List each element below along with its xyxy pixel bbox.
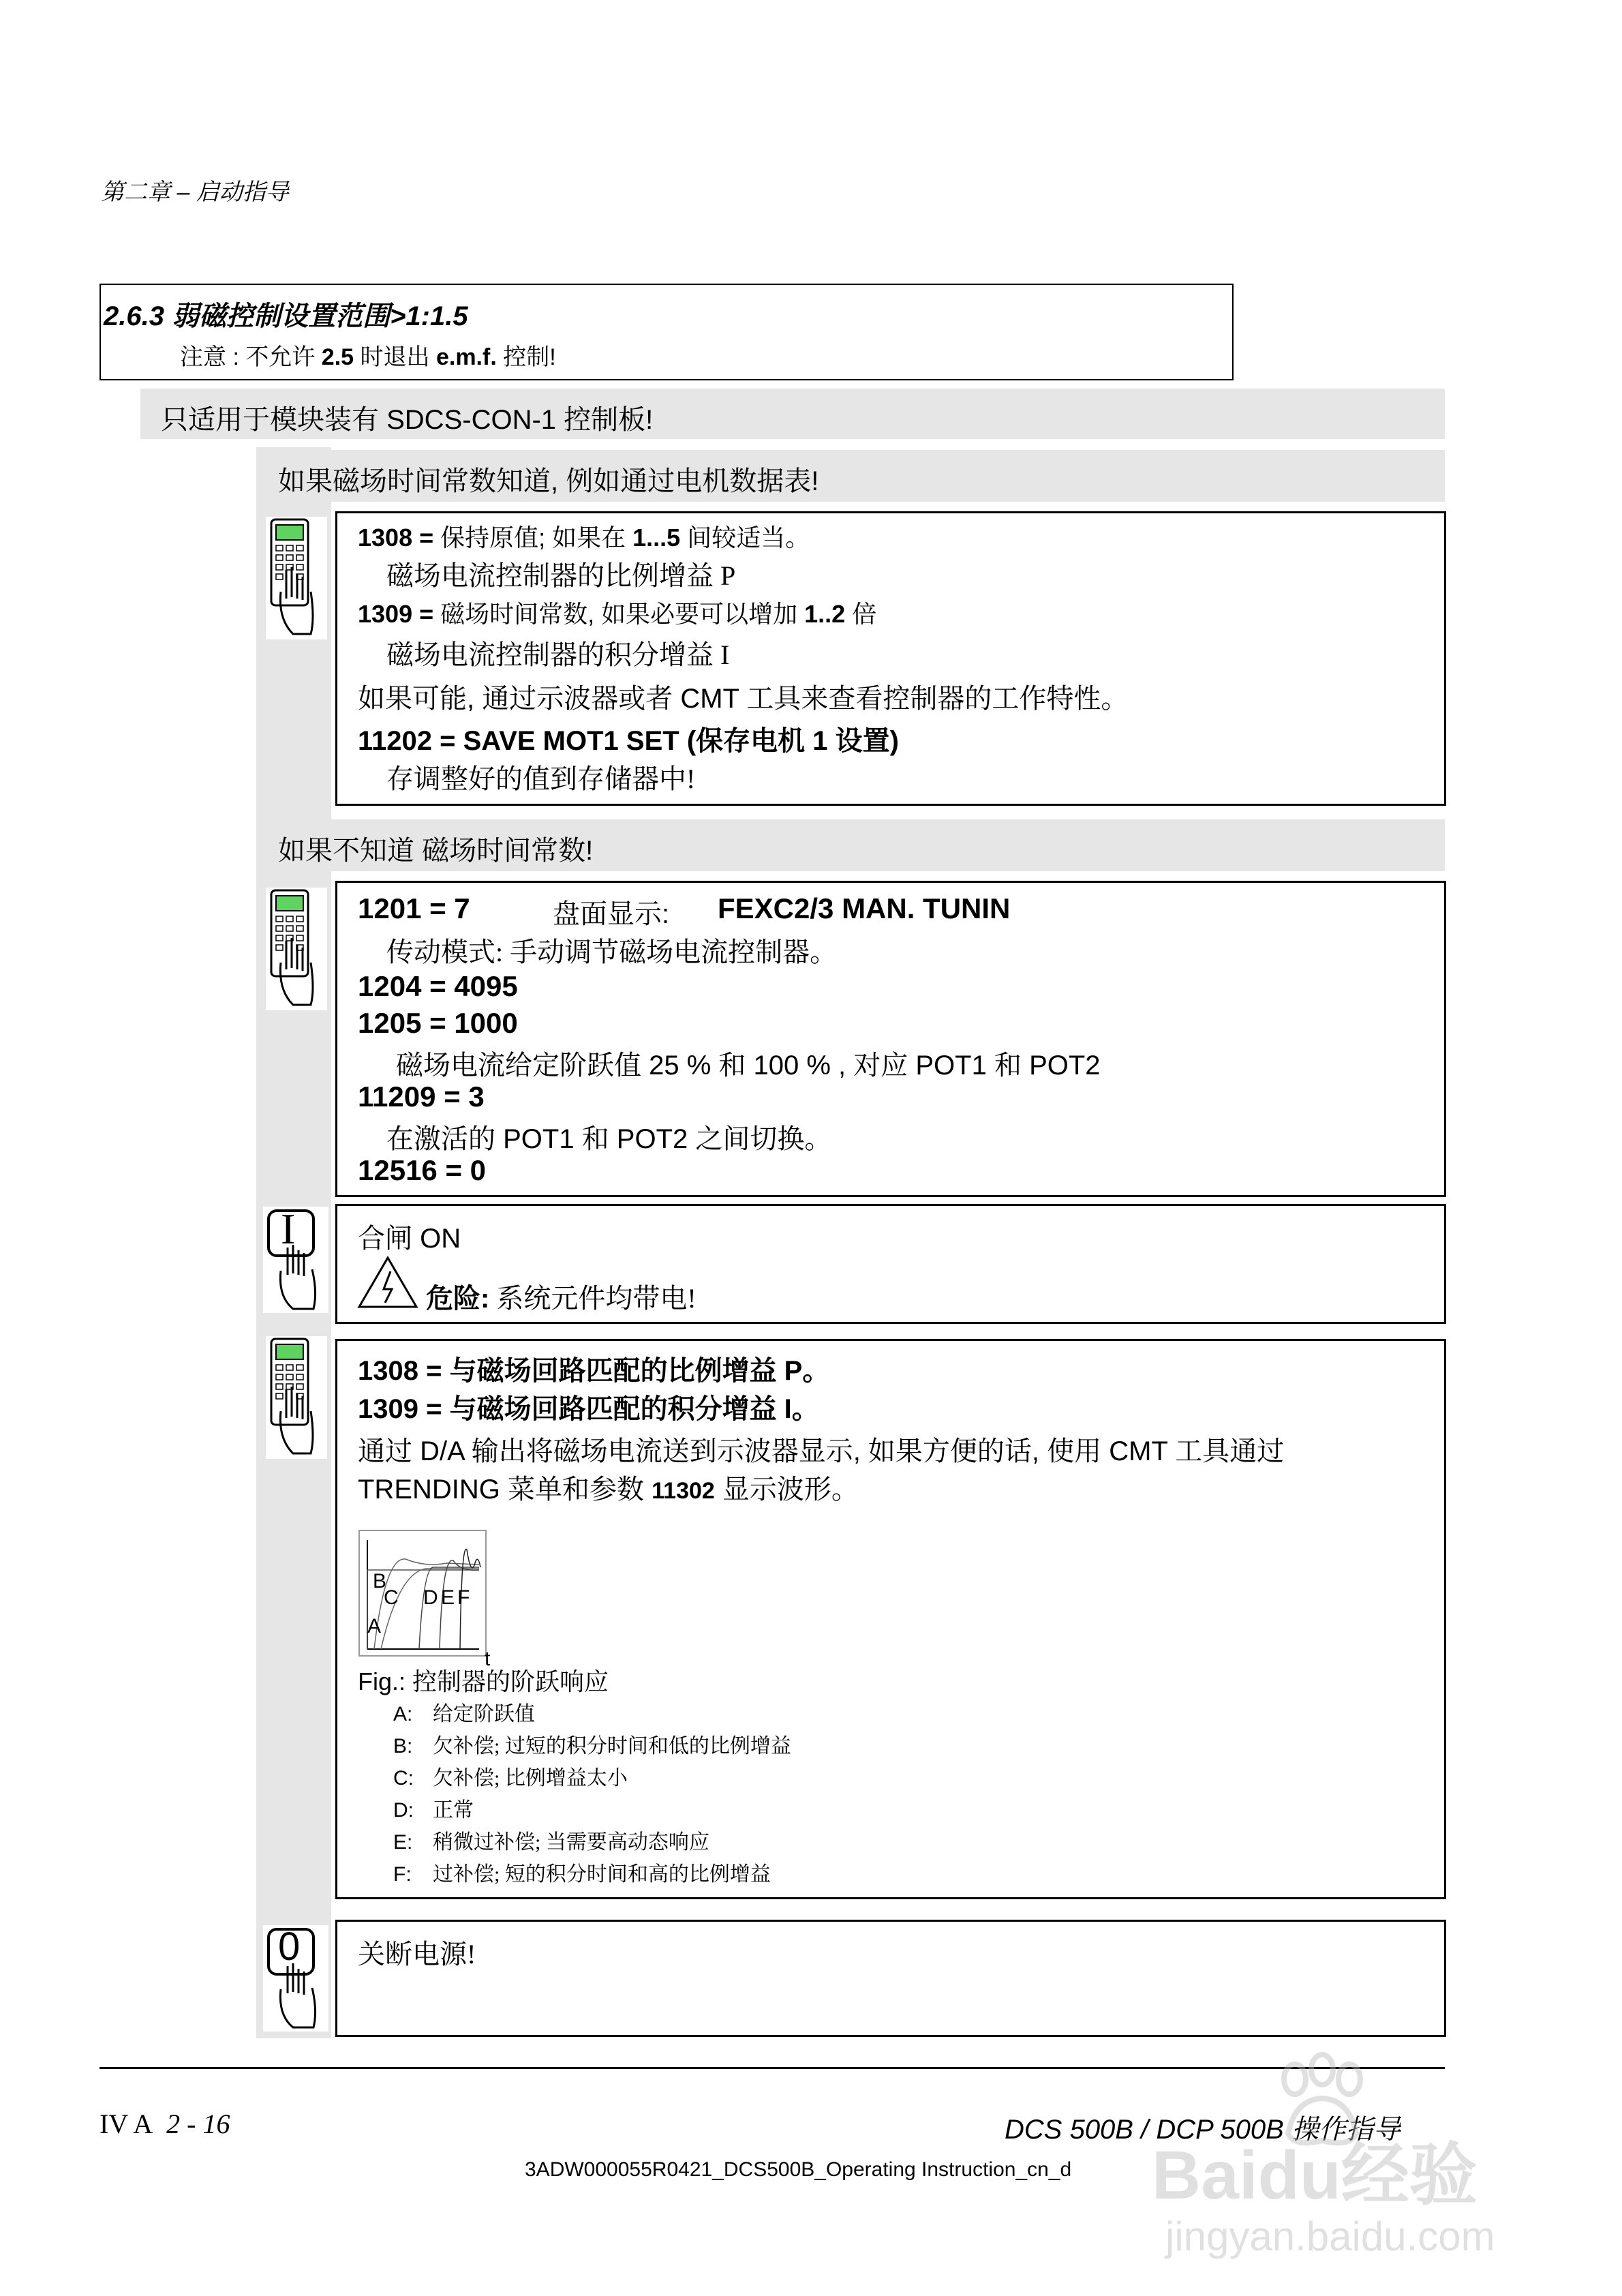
section-note: 注意 : 不允许 2.5 时退出 e.m.f. 控制! bbox=[180, 344, 556, 370]
param-11209-line: 11209 = 3 bbox=[358, 1081, 485, 1113]
param-1309-desc: 磁场电流控制器的积分增益 I bbox=[386, 639, 730, 670]
module-note: 只适用于模块装有 SDCS-CON-1 控制板! bbox=[161, 405, 654, 435]
scope-hint: 如果可能, 通过示波器或者 CMT 工具来查看控制器的工作特性。 bbox=[358, 684, 1129, 714]
param-1309-match: 1309 = 与磁场回路匹配的积分增益 I。 bbox=[358, 1394, 819, 1424]
off-button-hand-icon bbox=[263, 1925, 328, 2031]
display-label: 盘面显示: bbox=[553, 899, 670, 929]
keypad-hand-icon bbox=[266, 517, 327, 639]
param-1308-match: 1308 = 与磁场回路匹配的比例增益 P。 bbox=[358, 1356, 830, 1386]
keypad-hand-icon bbox=[266, 1336, 327, 1459]
legend-item: D: 正常 bbox=[393, 1799, 474, 1822]
trending-instruction: TRENDING 菜单和参数 11302 显示波形。 bbox=[358, 1475, 859, 1505]
on-button-hand-icon bbox=[263, 1207, 328, 1313]
param-1201-line: 1201 = 7 bbox=[358, 892, 470, 924]
legend-item: A: 给定阶跃值 bbox=[393, 1703, 535, 1725]
param-11202-desc: 存调整好的值到存储器中! bbox=[386, 764, 696, 794]
param-1204-line: 1204 = 4095 bbox=[358, 970, 518, 1002]
close-on-text: 合闸 ON bbox=[358, 1224, 461, 1254]
off-letter: 0 bbox=[278, 1924, 301, 1969]
param-1205-desc: 磁场电流给定阶跃值 25 % 和 100 % , 对应 POT1 和 POT2 bbox=[396, 1051, 1101, 1081]
baidu-watermark bbox=[1152, 2052, 1561, 2284]
param-11202-line: 11202 = SAVE MOT1 SET (保存电机 1 设置) bbox=[358, 726, 899, 756]
known-heading: 如果磁场时间常数知道, 例如通过电机数据表! bbox=[278, 466, 819, 496]
section-title: 2.6.3 弱磁控制设置范围>1:1.5 bbox=[104, 301, 468, 331]
drive-mode-desc: 传动模式: 手动调节磁场电流控制器。 bbox=[386, 937, 838, 967]
legend-item: B: 欠补偿; 过短的积分时间和低的比例增益 bbox=[393, 1735, 791, 1757]
fig-label-f: F bbox=[457, 1586, 470, 1609]
danger-text: 危险: 系统元件均带电! bbox=[426, 1283, 697, 1314]
on-letter: I bbox=[281, 1205, 296, 1253]
fig-label-t: t bbox=[485, 1648, 491, 1670]
figure-caption: Fig.: 控制器的阶跃响应 bbox=[358, 1667, 609, 1695]
instruction-box-tuning bbox=[335, 1339, 1446, 1899]
legend-item: C: 欠补偿; 比例增益太小 bbox=[393, 1767, 628, 1789]
legend-list bbox=[393, 1697, 791, 1889]
module-note-band bbox=[140, 389, 1445, 439]
footer-docid: 3ADW000055R0421_DCS500B_Operating Instruction_cn_d bbox=[525, 2158, 1072, 2181]
instruction-box-off bbox=[335, 1920, 1446, 2037]
param-12516-line: 12516 = 0 bbox=[358, 1154, 487, 1186]
instruction-box-on bbox=[335, 1204, 1446, 1324]
footer-page: IV A 2 - 16 bbox=[100, 2109, 230, 2139]
display-value: FEXC2/3 MAN. TUNIN bbox=[718, 892, 1011, 924]
instruction-box-unknown bbox=[335, 881, 1446, 1197]
unknown-heading: 如果不知道 磁场时间常数! bbox=[278, 836, 594, 866]
legend-item: F: 过补偿; 短的积分时间和高的比例增益 bbox=[393, 1863, 771, 1886]
legend-item: E: 稍微过补偿; 当需要高动态响应 bbox=[393, 1831, 709, 1854]
section-title-box bbox=[100, 284, 1234, 380]
chapter-header: 第二章 – 启动指导 bbox=[101, 179, 289, 205]
scope-instruction: 通过 D/A 输出将磁场电流送到示波器显示, 如果方便的话, 使用 CMT 工具通过 bbox=[358, 1436, 1285, 1466]
param-1308-line: 1308 = 保持原值; 如果在 1...5 间较适当。 bbox=[358, 524, 810, 552]
fig-label-a: A bbox=[367, 1615, 382, 1637]
fig-label-d: D bbox=[423, 1586, 438, 1609]
keypad-hand-icon bbox=[266, 888, 327, 1010]
known-heading-band bbox=[256, 450, 1445, 502]
unknown-heading-band bbox=[256, 819, 1445, 871]
param-11209-desc: 在激活的 POT1 和 POT2 之间切换。 bbox=[386, 1124, 832, 1154]
power-off-text: 关断电源! bbox=[358, 1939, 476, 1969]
step-response-figure bbox=[358, 1529, 494, 1670]
footer-title: DCS 500B / DCP 500B 操作指导 bbox=[1005, 2115, 1401, 2145]
watermark-brand: Baidu经验 bbox=[1152, 2137, 1478, 2214]
instruction-box-known bbox=[335, 511, 1446, 806]
fig-label-e: E bbox=[441, 1586, 455, 1609]
param-1308-desc: 磁场电流控制器的比例增益 P bbox=[386, 560, 736, 591]
warning-triangle-icon bbox=[355, 1254, 420, 1311]
fig-label-b: B bbox=[373, 1570, 387, 1592]
param-1205-line: 1205 = 1000 bbox=[358, 1007, 518, 1039]
param-1309-line: 1309 = 磁场时间常数, 如果必要可以增加 1..2 倍 bbox=[358, 600, 877, 628]
fig-label-c: C bbox=[384, 1586, 399, 1609]
watermark-url: jingyan.baidu.com bbox=[1165, 2214, 1495, 2259]
